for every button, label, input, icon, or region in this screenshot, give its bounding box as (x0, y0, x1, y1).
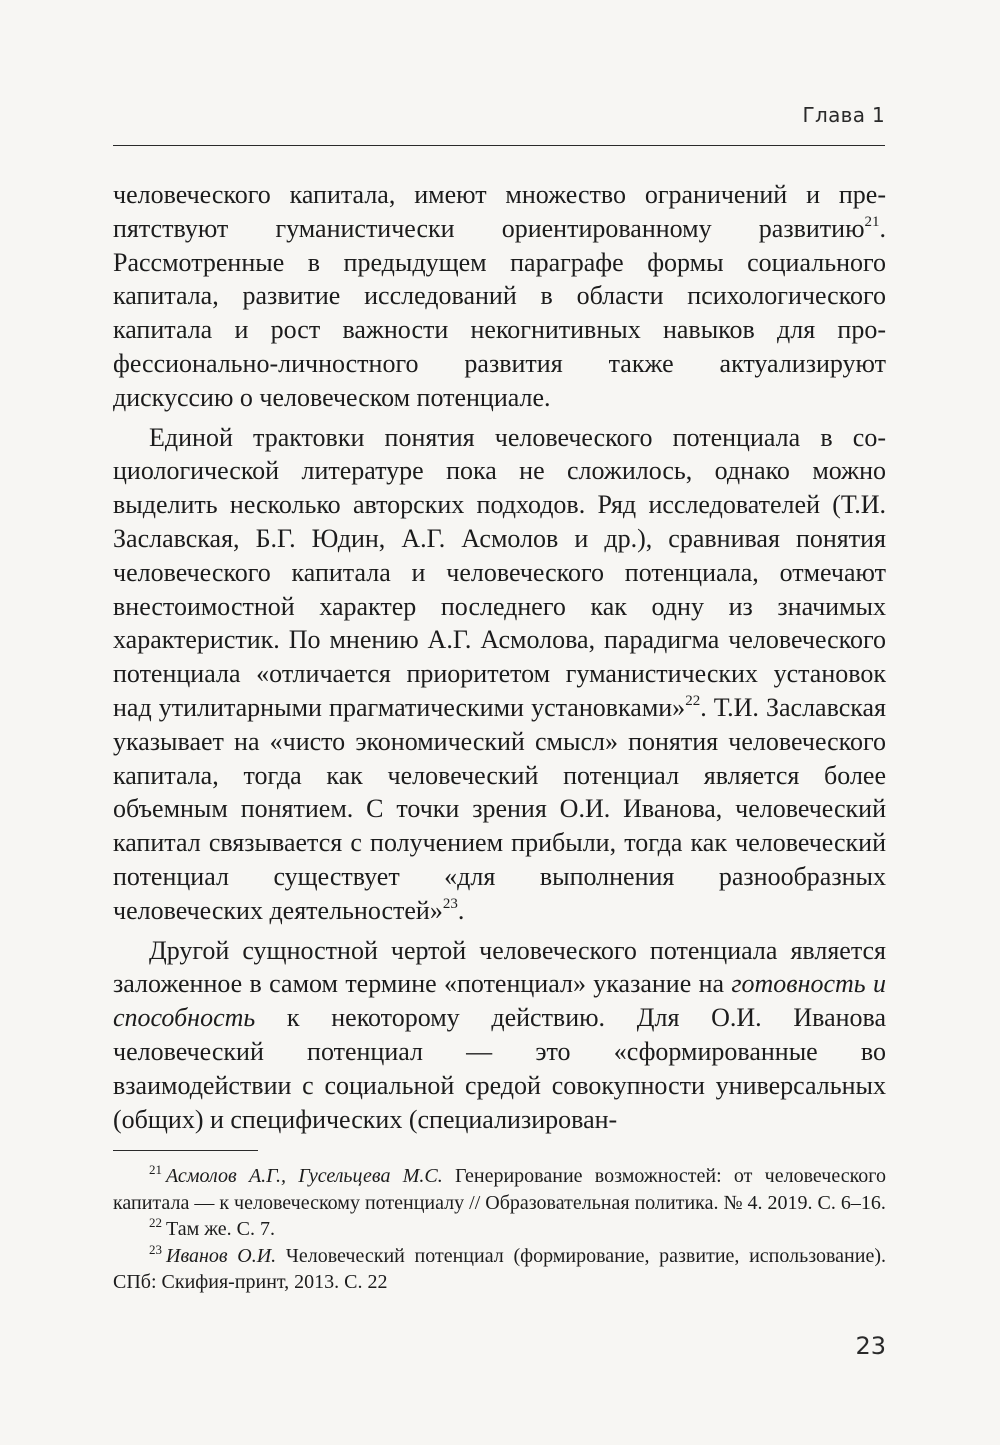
page-number: 23 (855, 1332, 886, 1360)
paragraph-1-text: человеческого капитала, имеют множество ограничений и препятствуют гуманистически ориентированному развитию (113, 180, 886, 243)
footnote-authors: Асмолов А.Г., Гусельцева М.С. (166, 1165, 443, 1187)
running-head: Глава 1 (802, 103, 885, 127)
footnote-ref-21[interactable]: 21 (864, 213, 880, 230)
header-rule (113, 145, 885, 146)
paragraph-2-text-b: . Т.И. Заславская указывает на «чисто экономический смысл» понятия человеческого капитала, тогда как человеческий потенциал является более объемным понятием. С точки зрения О.И. Иванова, человеческий капитал связывается с получением прибыли, тогда как человеческий потенциал существует «для выполнения разнообразных человеческих деятельностей» (113, 692, 887, 925)
paragraph-2-text-a: Единой трактовки понятия человеческого потенциала в социологической литературе пока не сложилось, однако можно выделить несколько авторских подходов. Ряд исследователей (Т.И. Заславская, Б.Г. Юдин, А.Г. Асмолов и др.), сравнивая понятия человеческого капитала и человеческого потенциала, отмечают внестоимостной характер последнего как одну из значимых характеристик. По мнению А.Г. Асмолова, парадигма человеческого потенциала «отличается приоритетом гуманистических установок над утилитарными прагматическими установками» (113, 422, 886, 722)
footnote-authors: Иванов О.И. (166, 1244, 277, 1267)
paragraph-3-text-b: к некоторому действию. Для О.И. Иванова человеческий потенциал — это «сформированные во взаимодействии с социальной средой совокупности универсальных (общих) и специфических (специализирован- (113, 1003, 886, 1134)
footnote-22 (113, 1216, 886, 1243)
footnote-number: 22 (149, 1215, 162, 1230)
paragraph-2-text-c: . (457, 895, 465, 925)
footnote-21 (113, 1163, 886, 1216)
paragraph-2 (113, 421, 886, 928)
footnote-ref-23[interactable]: 23 (442, 895, 458, 912)
footnote-ref-22[interactable]: 22 (685, 692, 701, 709)
footnote-text: Там же. С. 7. (166, 1218, 276, 1240)
paragraph-3-emphasis: готовность и способность (113, 969, 886, 1033)
paragraph-1-continuation: . Рассмотренные в предыдущем параграфе формы социального капитала, развитие исследований в области психологического капитала и рост важности некогнитивных навыков для профессионально-личностного развития также актуализируют дискуссию о человеческом потенциале. (113, 213, 886, 412)
paragraph-1 (113, 178, 886, 415)
footnote-number: 23 (149, 1241, 162, 1257)
footnote-23 (113, 1243, 886, 1296)
main-text (113, 178, 886, 1136)
footnote-text: Человеческий потенциал (формирование, развитие, использование). СПб: Скифия-принт, 2013. С. 22 (113, 1244, 886, 1293)
footnote-separator (113, 1150, 258, 1151)
footnotes (113, 1163, 886, 1296)
paragraph-3 (113, 934, 886, 1137)
footnote-number: 21 (149, 1162, 162, 1177)
paragraph-3-text-a: Другой сущностной чертой человеческого потенциала является заложенное в самом термине «потенциал» указание на (113, 935, 886, 999)
footnote-text: Генерирование возможностей: от человеческого капитала — к человеческому потенциалу // Образовательная политика. № 4. 2019. С. 6–16. (113, 1165, 886, 1214)
